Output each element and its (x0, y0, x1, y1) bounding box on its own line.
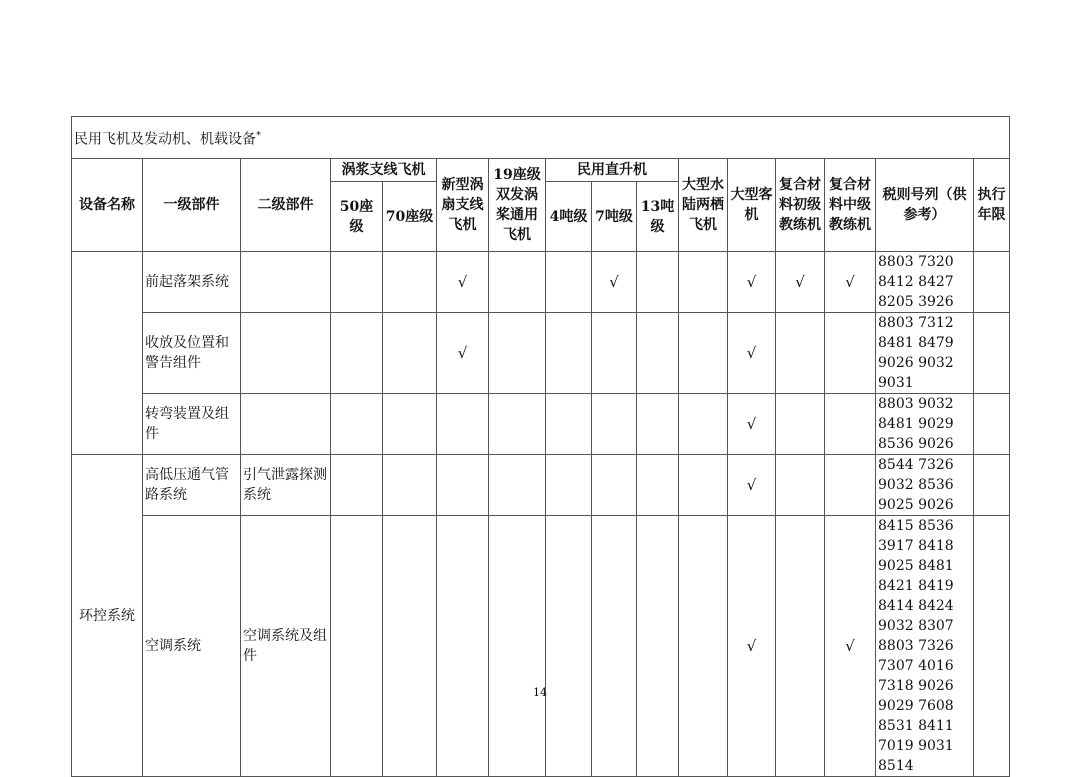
header-4-ton: 4吨级 (546, 182, 592, 252)
level2-cell (241, 394, 331, 455)
header-period: 执行年限 (974, 159, 1010, 252)
tariff-cell: 8544 7326 9032 8536 9025 9026 (876, 455, 974, 516)
level1-cell: 空调系统 (143, 516, 241, 777)
device-name-cell (72, 252, 143, 455)
level2-cell (241, 252, 331, 313)
header-turboprop-group: 涡浆支线飞机 (331, 159, 437, 182)
header-composite-primary-trainer: 复合材料初级教练机 (776, 159, 825, 252)
tariff-cell: 8415 8536 3917 8418 9025 8481 8421 8419 8414 8424 9032 8307 8803 7326 7307 4016 7318 9026 9029 7608 8531 8411 7019 9031 8514 (876, 516, 974, 777)
level2-cell: 空调系统及组件 (241, 516, 331, 777)
check-mark: √ (746, 272, 757, 291)
check-mark: √ (746, 636, 757, 655)
level1-cell: 前起落架系统 (143, 252, 241, 313)
level2-cell: 引气泄露探测系统 (241, 455, 331, 516)
table-row (72, 252, 1010, 313)
header-tariff: 税则号列（供参考） (876, 159, 974, 252)
level1-cell: 高低压通气管路系统 (143, 455, 241, 516)
check-mark: √ (795, 272, 805, 291)
level1-cell: 转弯装置及组件 (143, 394, 241, 455)
page-number: 14 (533, 686, 547, 699)
table-title: 民用飞机及发动机、机载设备* (72, 117, 1010, 159)
check-mark: √ (609, 272, 619, 291)
table-row (72, 394, 1010, 455)
tariff-cell: 8803 9032 8481 9029 8536 9026 (876, 394, 974, 455)
device-name-cell: 环控系统 (72, 455, 143, 777)
header-new-turbofan: 新型涡扇支线飞机 (437, 159, 489, 252)
header-helicopter-group: 民用直升机 (546, 159, 679, 182)
title-footnote-mark: * (256, 129, 261, 141)
check-mark: √ (457, 343, 468, 362)
header-amphibious: 大型水陆两栖飞机 (679, 159, 728, 252)
header-large-airliner: 大型客机 (728, 159, 776, 252)
check-mark: √ (457, 272, 468, 291)
check-mark: √ (845, 272, 855, 291)
tariff-cell: 8803 7312 8481 8479 9026 9032 9031 (876, 313, 974, 394)
level1-cell: 收放及位置和警告组件 (143, 313, 241, 394)
level2-cell (241, 313, 331, 394)
header-13-ton: 13吨级 (637, 182, 679, 252)
header-70-seat: 70座级 (383, 182, 437, 252)
header-device-name: 设备名称 (72, 159, 143, 252)
table-row (72, 516, 1010, 777)
check-mark: √ (746, 343, 757, 362)
header-level1-part: 一级部件 (143, 159, 241, 252)
header-composite-intermediate-trainer: 复合材料中级教练机 (825, 159, 876, 252)
equipment-table (71, 116, 1010, 777)
check-mark: √ (845, 636, 855, 655)
check-mark: √ (746, 475, 757, 494)
check-mark: √ (746, 414, 757, 433)
header-level2-part: 二级部件 (241, 159, 331, 252)
header-19-seat: 19座级双发涡桨通用飞机 (489, 159, 546, 252)
table-row (72, 313, 1010, 394)
header-7-ton: 7吨级 (592, 182, 637, 252)
header-50-seat: 50座级 (331, 182, 383, 252)
tariff-cell: 8803 7320 8412 8427 8205 3926 (876, 252, 974, 313)
table-row (72, 455, 1010, 516)
